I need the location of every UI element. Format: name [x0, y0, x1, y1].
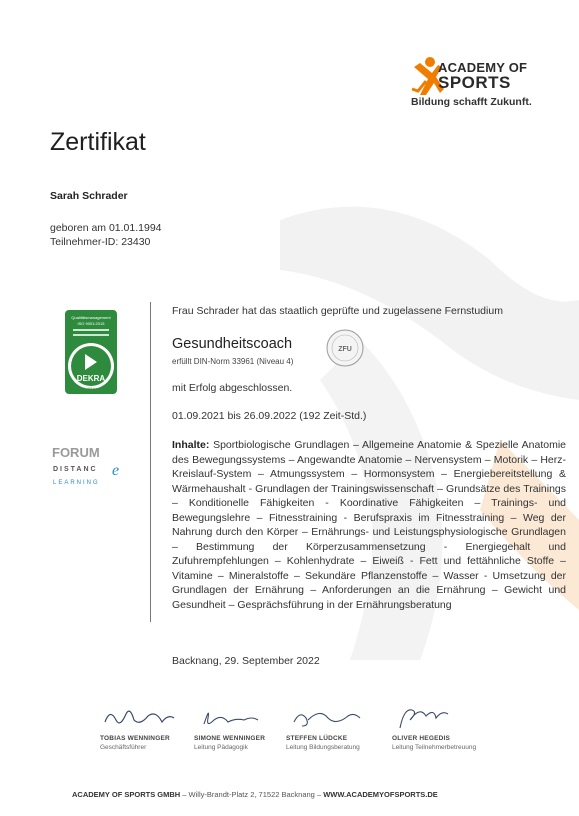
- forum-distance-learning-logo: [52, 444, 132, 488]
- signature-oliver-hegedis: [390, 704, 490, 732]
- signature-simone-wenninger: [196, 704, 296, 732]
- signature-steffen-luedcke: [288, 704, 388, 732]
- signatory-name: STEFFEN LÜDCKE: [286, 735, 348, 742]
- course-name: Gesundheitscoach: [172, 336, 293, 352]
- forum-e: e: [112, 462, 120, 479]
- dekra-brand-text: DEKRA: [76, 374, 106, 383]
- logo-brand-line1: ACADEMY OF: [438, 60, 528, 75]
- participant-birthdate: geboren am 01.01.1994: [50, 222, 162, 234]
- signatory-name: SIMONE WENNINGER: [194, 735, 266, 742]
- dekra-certification-badge: [65, 310, 117, 394]
- zfu-seal: [325, 328, 365, 368]
- success-text: mit Erfolg abgeschlossen.: [172, 382, 293, 394]
- footer: [72, 790, 438, 799]
- forum-line3: LEARNING: [53, 480, 100, 486]
- signatory-name: TOBIAS WENNINGER: [100, 735, 170, 742]
- dekra-bottom-text: Zertifiziert: [82, 386, 100, 391]
- zfu-seal-text: ZFU: [338, 346, 352, 353]
- course-contents: [172, 438, 566, 612]
- signatory-name: OLIVER HEGEDIS: [392, 735, 451, 742]
- vertical-divider: [150, 302, 151, 622]
- forum-line2: DISTANC: [53, 466, 98, 473]
- signatory-role: Geschäftsführer: [100, 744, 147, 751]
- footer-website: WWW.ACADEMYOFSPORTS.DE: [323, 790, 438, 799]
- dekra-top-text: Qualitätsmanagement: [71, 315, 111, 320]
- signatory-role: Leitung Bildungsberatung: [286, 744, 360, 751]
- participant-name: Sarah Schrader: [50, 190, 128, 202]
- footer-address: – Willy-Brandt-Platz 2, 71522 Backnang –: [180, 790, 324, 799]
- certificate-title: Zertifikat: [50, 128, 146, 156]
- signature-tobias-wenninger: [100, 704, 200, 732]
- logo-tagline: Bildung schafft Zukunft.: [411, 96, 532, 108]
- course-period: 01.09.2021 bis 26.09.2022 (192 Zeit-Std.): [172, 410, 367, 422]
- signatory-role: Leitung Teilnehmerbetreuung: [392, 744, 477, 751]
- place-date: Backnang, 29. September 2022: [172, 655, 320, 667]
- contents-text: Sportbiologische Grundlagen – Allgemeine Anatomie & Spezielle Anatomie des Bewegungssystems – Angewandte Anatomie – Nervensystem – Motorik – Herz-Kreislauf-System – Atmungssystem – Hormonsystem – Energiebereitstellung & Wärmehaushalt - Grundlagen der Trainingswissenschaft – Grundsätze des Trainings – Konditionelle Fähigkeiten - Koordinative Fähigkeiten – Trainings- und Bewegungslehre – Fitnesstraining - Berufspraxis im Fitnesstraining – Weg der Nahrung durch den Körper – Ernährungs- und Leistungsphysiologische Grundlagen – Bestimmung der Körperzusammensetzung - Energiegehalt und Zufuhrempfehlungen – Kohlenhydrate – Eiweiß - Fett und fettähnliche Stoffe – Vitamine – Mineralstoffe – Sekundäre Pflanzenstoffe – Wasser - Umsetzung der Grundlagen der Ernährung – Anforderungen an die Ernährung – Gewicht und Gesundheit – Gesprächsführung in der Ernährungsberatung: [172, 439, 567, 611]
- forum-line1: FORUM: [52, 445, 100, 460]
- signatory-role: Leitung Pädagogik: [194, 744, 248, 751]
- footer-company: ACADEMY OF SPORTS GMBH: [72, 790, 181, 799]
- participant-id: Teilnehmer-ID: 23430: [50, 236, 151, 248]
- norm-text: erfüllt DIN-Norm 33961 (Niveau 4): [172, 357, 294, 366]
- intro-text: Frau Schrader hat das staatlich geprüfte und zugelassene Fernstudium: [172, 305, 503, 317]
- dekra-iso-text: ISO 9001:2015: [77, 321, 105, 326]
- contents-label: Inhalte:: [172, 439, 210, 451]
- logo-brand-line2: SPORTS: [438, 73, 511, 92]
